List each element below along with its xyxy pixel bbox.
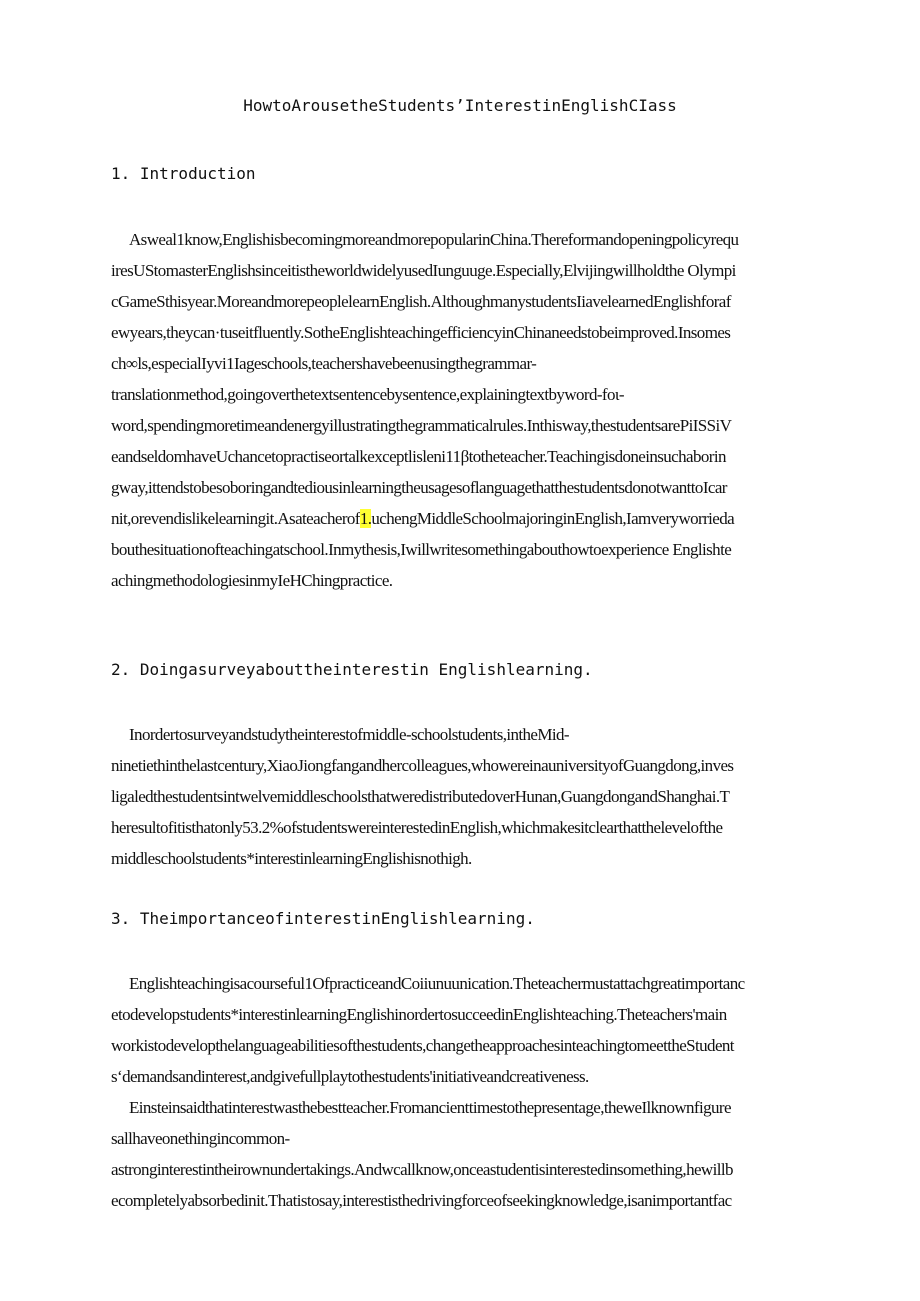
text-segment: nit,orevendislikelearningit.Asateacherof <box>111 509 360 528</box>
text-segment: uchengMiddleSchoolmajoringinEnglish,Iamveryworrieda <box>371 509 735 528</box>
text-line: heresultofitisthatonly53.2%ofstudentswereinterestedinEnglish,whichmakesitclearthatthelevelofthe <box>111 818 723 837</box>
highlight-mark: 1. <box>359 509 372 528</box>
text-line: eandseldomhaveUchancetopractiseortalkexceptlisleni11βtotheteacher.Teachingisdoneinsuchaborin <box>111 447 726 466</box>
text-line: sallhaveonethingincommon- <box>111 1129 290 1148</box>
paragraph-survey <box>111 719 853 874</box>
section-heading-survey: 2. Doingasurveyabouttheinterestin Englishlearning. <box>111 660 593 679</box>
text-line: achingmethodologiesinmyIeHChingpractice. <box>111 571 393 590</box>
text-line: astronginterestintheirownundertakings.Andwcallknow,onceastudentisinterestedinsomething,hewillb <box>111 1160 733 1179</box>
text-line: Englishteachingisacourseful1OfpracticeandCoiiunuunication.Theteachermustattachgreatimportanc <box>129 974 745 993</box>
document-title: HowtoArousetheStudents’InterestinEnglishCIass <box>243 96 677 115</box>
text-line: translationmethod,goingoverthetextsentencebysentence,explainingtextbyword-foι- <box>111 385 624 404</box>
text-line: gway,ittendstobesoboringandtediousinlearningtheusagesoflanguagethatthestudentsdonotwanttoIcar <box>111 478 727 497</box>
text-line: word,spendingmoretimeandenergyillustratingthegrammaticalrules.Inthisway,thestudentsarePiISSiV <box>111 416 732 435</box>
text-line: Asweal1know,EnglishisbecomingmoreandmorepopularinChina.Thereformandopeningpolicyrequ <box>129 230 739 249</box>
text-line: etodevelopstudents*interestinlearningEnglishinordertosucceedinEnglishteaching.Theteachers'main <box>111 1005 727 1024</box>
text-line: cGameSthisyear.MoreandmorepeoplelearnEnglish.AlthoughmanystudentsIiavelearnedEnglishforaf <box>111 292 731 311</box>
paragraph-introduction <box>111 224 853 596</box>
text-line: middleschoolstudents*interestinlearningEnglishisnothigh. <box>111 849 472 868</box>
text-line: ewyears,theycan·tuseitfluently.SotheEnglishteachingefficiencyinChinaneedstobeimproved.Insomes <box>111 323 731 342</box>
text-line: workistodevelopthelanguageabilitiesofthestudents,changetheapproachesinteachingtomeettheStudent <box>111 1036 734 1055</box>
paragraph-importance-2 <box>111 1092 853 1216</box>
text-line: ecompletelyabsorbedinit.Thatistosay,interestisthedrivingforceofseekingknowledge,isanimportantfac <box>111 1191 732 1210</box>
text-line: Inordertosurveyandstudytheinterestofmiddle-schoolstudents,intheMid- <box>129 725 569 744</box>
text-line: ninetiethinthelastcentury,XiaoJiongfangandhercolleagues,whowereinauniversityofGuangdong,inves <box>111 756 734 775</box>
text-line: Einsteinsaidthatinterestwasthebestteacher.Fromancienttimestothepresentage,theweIlknownfigure <box>129 1098 731 1117</box>
paragraph-importance-1 <box>111 968 853 1092</box>
section-heading-importance: 3. TheimportanceofinterestinEnglishlearning. <box>111 909 535 928</box>
text-line: sʻdemandsandinterest,andgivefullplaytothestudents'initiativeandcreativeness. <box>111 1067 589 1086</box>
section-heading-introduction: 1. Introduction <box>111 164 256 183</box>
text-line: bouthesituationofteachingatschool.Inmythesis,Iwillwritesomethingabouthowtoexperience Englishte <box>111 540 732 559</box>
text-line: ch∞ls,especialIyvi1Iageschools,teachershavebeenusingthegrammar- <box>111 354 537 373</box>
text-line: iresUStomasterEnglishsinceitistheworldwidelyusedIunguuge.Especially,Elvijingwillholdthe Olympi <box>111 261 736 280</box>
text-line-highlighted <box>111 503 853 534</box>
text-line: ligaledthestudentsintwelvemiddleschoolsthatweredistributedoverHunan,GuangdongandShanghai.T <box>111 787 730 806</box>
